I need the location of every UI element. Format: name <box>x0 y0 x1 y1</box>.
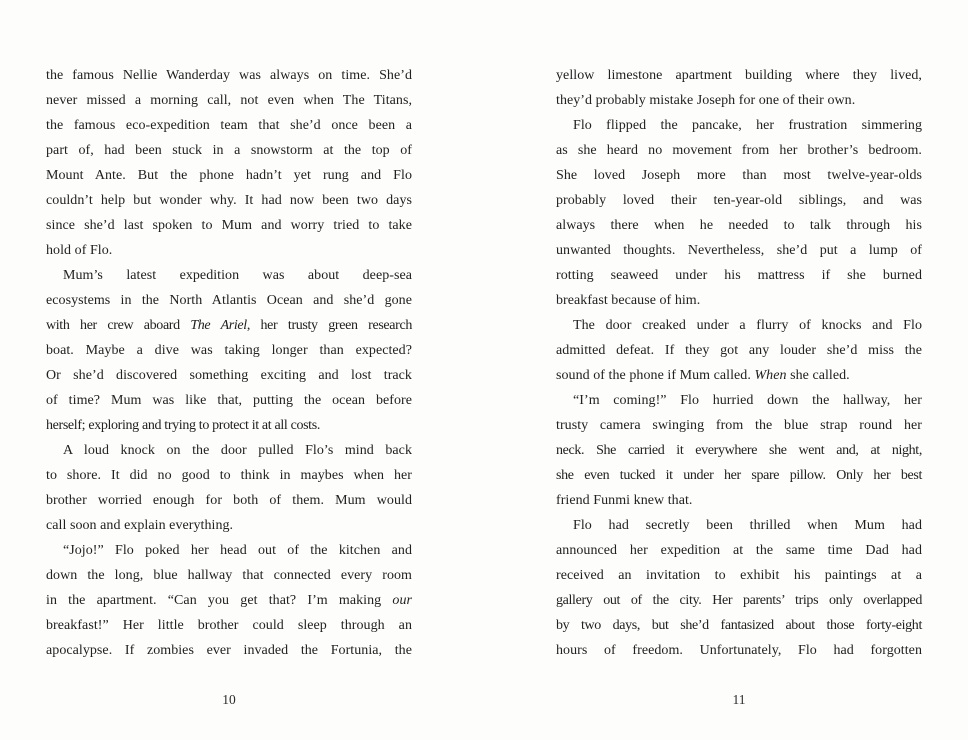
text-line: sound of the phone if Mum called. When she called. <box>556 368 850 383</box>
text-line: Flo had secretly been thrilled when Mum had <box>573 518 922 533</box>
text-line: announced her expedition at the same time Dad had <box>556 543 922 558</box>
text-line: to shore. It did no good to think in maybes when her <box>46 468 412 483</box>
text-line: gallery out of the city. Her parents’ trips only overlapped <box>556 593 922 608</box>
text-line: rotting seaweed under his mattress if she burned <box>556 268 922 283</box>
text-line: never missed a morning call, not even when The Titans, <box>46 93 412 108</box>
text-line: breakfast!” Her little brother could sleep through an <box>46 618 412 633</box>
right-page-text <box>556 63 922 663</box>
text-line: Or she’d discovered something exciting and lost track <box>46 368 412 383</box>
right-page-number: 11 <box>732 692 746 707</box>
italic-text: When <box>754 368 787 383</box>
text-line: unwanted thoughts. Nevertheless, she’d put a lump of <box>556 243 922 258</box>
text-line: trusty camera swinging from the blue strap round her <box>556 418 922 433</box>
text-line: hours of freedom. Unfortunately, Flo had forgotten <box>556 643 922 658</box>
text-line: admitted defeat. If they got any louder she’d miss the <box>556 343 922 358</box>
text-line: with her crew aboard The Ariel, her trusty green research <box>46 318 412 333</box>
italic-text: The Ariel <box>190 318 247 333</box>
text-line: ecosystems in the North Atlantis Ocean and she’d gone <box>46 293 412 308</box>
text-line: of time? Mum was like that, putting the ocean before <box>46 393 412 408</box>
text-line: boat. Maybe a dive was taking longer than expected? <box>46 343 412 358</box>
text-line: yellow limestone apartment building where they lived, <box>556 68 922 83</box>
text-line: since she’d last spoken to Mum and worry tried to take <box>46 218 412 233</box>
text-line: by two days, but she’d fantasized about those forty-eight <box>556 618 922 633</box>
text-line: received an invitation to exhibit his paintings at a <box>556 568 922 583</box>
text-line: The door creaked under a flurry of knocks and Flo <box>573 318 922 333</box>
italic-text: our <box>392 593 412 608</box>
text-line: brother worried enough for both of them. Mum would <box>46 493 412 508</box>
text-line: they’d probably mistake Joseph for one of their own. <box>556 93 856 108</box>
text-line: Mount Ante. But the phone hadn’t yet rung and Flo <box>46 168 412 183</box>
text-line: Flo flipped the pancake, her frustration simmering <box>573 118 922 133</box>
text-line: part of, had been stuck in a snowstorm at the top of <box>46 143 412 158</box>
text-line: hold of Flo. <box>46 243 113 258</box>
text-line: she even tucked it under her spare pillow. Only her best <box>556 468 922 483</box>
text-line: herself; exploring and trying to protect it at all costs. <box>46 418 320 433</box>
text-line: “I’m coming!” Flo hurried down the hallway, her <box>573 393 922 408</box>
text-line: “Jojo!” Flo poked her head out of the kitchen and <box>63 543 412 558</box>
text-line: couldn’t help but wonder why. It had now been two days <box>46 193 412 208</box>
text-line: friend Funmi knew that. <box>556 493 693 508</box>
text-line: probably loved their ten-year-old siblings, and was <box>556 193 922 208</box>
text-line: as she heard no movement from her brother’s bedroom. <box>556 143 922 158</box>
text-line: down the long, blue hallway that connected every room <box>46 568 412 583</box>
left-page-number: 10 <box>222 692 236 707</box>
text-line: call soon and explain everything. <box>46 518 234 533</box>
left-page-text <box>46 63 412 663</box>
text-line: A loud knock on the door pulled Flo’s mind back <box>63 443 412 458</box>
text-line: apocalypse. If zombies ever invaded the Fortunia, the <box>46 643 412 658</box>
text-line: the famous Nellie Wanderday was always on time. She’d <box>46 68 412 83</box>
text-line: She loved Joseph more than most twelve-year-olds <box>556 168 922 183</box>
text-line: the famous eco-expedition team that she’d once been a <box>46 118 412 133</box>
text-line: Mum’s latest expedition was about deep-sea <box>63 268 412 283</box>
right-page <box>484 0 968 740</box>
text-line: neck. She carried it everywhere she went and, at night, <box>556 443 922 458</box>
text-line: breakfast because of him. <box>556 293 701 308</box>
text-line: always there when he needed to talk through his <box>556 218 922 233</box>
text-line: in the apartment. “Can you get that? I’m making our <box>46 593 412 608</box>
